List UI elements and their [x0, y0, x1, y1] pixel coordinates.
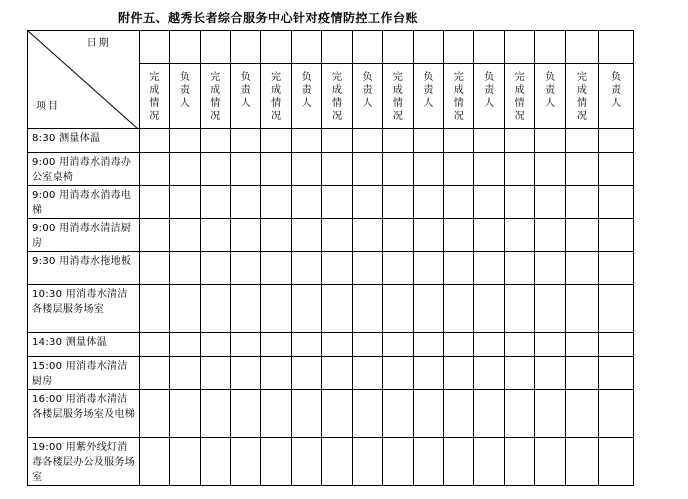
table-cell[interactable]	[565, 438, 598, 486]
table-cell[interactable]	[599, 390, 634, 438]
table-cell[interactable]	[261, 153, 291, 186]
table-cell[interactable]	[565, 390, 598, 438]
date-cell	[599, 31, 634, 64]
table-row	[28, 129, 634, 153]
table-cell[interactable]	[599, 129, 634, 153]
table-cell[interactable]	[444, 285, 474, 333]
table-cell[interactable]	[535, 219, 565, 252]
table-cell[interactable]	[291, 390, 321, 438]
table-cell[interactable]	[565, 153, 598, 186]
table-cell[interactable]	[200, 219, 230, 252]
table-cell[interactable]	[352, 252, 382, 285]
table-cell[interactable]	[261, 357, 291, 390]
table-cell[interactable]	[261, 285, 291, 333]
column-header-owner: 负 责 人	[352, 64, 382, 129]
table-row	[28, 285, 634, 333]
table-cell[interactable]	[139, 285, 169, 333]
table-cell[interactable]	[565, 252, 598, 285]
table-cell[interactable]	[474, 390, 504, 438]
table-row	[28, 390, 634, 438]
table-cell[interactable]	[322, 333, 352, 357]
row-label: 8:30 测量体温	[28, 129, 140, 153]
column-header-owner: 负 责 人	[535, 64, 565, 129]
table-cell[interactable]	[352, 219, 382, 252]
table-cell[interactable]	[139, 129, 169, 153]
column-header-owner: 负 责 人	[170, 64, 200, 129]
table-cell[interactable]	[230, 357, 260, 390]
table-cell[interactable]	[139, 357, 169, 390]
table-cell[interactable]	[170, 333, 200, 357]
table-cell[interactable]	[535, 438, 565, 486]
table-cell[interactable]	[230, 129, 260, 153]
table-cell[interactable]	[200, 153, 230, 186]
table-cell[interactable]	[535, 252, 565, 285]
table-cell[interactable]	[535, 285, 565, 333]
date-cell	[413, 31, 443, 64]
table-cell[interactable]	[291, 333, 321, 357]
table-cell[interactable]	[413, 438, 443, 486]
table-cell[interactable]	[352, 153, 382, 186]
table-cell[interactable]	[383, 390, 413, 438]
table-cell[interactable]	[444, 186, 474, 219]
table-cell[interactable]	[261, 252, 291, 285]
date-cell	[291, 31, 321, 64]
table-cell[interactable]	[261, 129, 291, 153]
table-cell[interactable]	[413, 186, 443, 219]
table-cell[interactable]	[565, 333, 598, 357]
date-cell	[383, 31, 413, 64]
item-label: 项目	[36, 101, 60, 112]
date-cell	[230, 31, 260, 64]
table-cell[interactable]	[474, 357, 504, 390]
table-cell[interactable]	[504, 129, 534, 153]
date-cell	[200, 31, 230, 64]
table-row	[28, 252, 634, 285]
table-cell[interactable]	[170, 357, 200, 390]
table-cell[interactable]	[352, 333, 382, 357]
table-cell[interactable]	[139, 153, 169, 186]
table-cell[interactable]	[139, 252, 169, 285]
table-cell[interactable]	[474, 129, 504, 153]
row-label: 9:00 用消毒水清洁厨房	[28, 219, 140, 252]
table-cell[interactable]	[565, 129, 598, 153]
row-label: 9:00 用消毒水消毒电梯	[28, 186, 140, 219]
table-cell[interactable]	[139, 333, 169, 357]
table-cell[interactable]	[474, 186, 504, 219]
table-cell[interactable]	[291, 438, 321, 486]
table-cell[interactable]	[383, 252, 413, 285]
table-cell[interactable]	[565, 285, 598, 333]
table-cell[interactable]	[170, 390, 200, 438]
table-row	[28, 219, 634, 252]
table-cell[interactable]	[535, 333, 565, 357]
table-cell[interactable]	[200, 333, 230, 357]
table-cell[interactable]	[200, 252, 230, 285]
column-header-owner: 负 责 人	[291, 64, 321, 129]
table-cell[interactable]	[444, 390, 474, 438]
table-cell[interactable]	[291, 219, 321, 252]
table-cell[interactable]	[383, 219, 413, 252]
table-cell[interactable]	[200, 129, 230, 153]
table-cell[interactable]	[474, 438, 504, 486]
date-cell	[474, 31, 504, 64]
table-cell[interactable]	[291, 285, 321, 333]
table-cell[interactable]	[504, 153, 534, 186]
table-cell[interactable]	[230, 390, 260, 438]
table-cell[interactable]	[170, 438, 200, 486]
table-cell[interactable]	[261, 186, 291, 219]
table-cell[interactable]	[322, 219, 352, 252]
table-cell[interactable]	[599, 252, 634, 285]
table-cell[interactable]	[322, 153, 352, 186]
table-row	[28, 438, 634, 486]
row-label: 16:00 用消毒水清洁各楼层服务场室及电梯	[28, 390, 140, 438]
table-cell[interactable]	[413, 285, 443, 333]
table-cell[interactable]	[565, 186, 598, 219]
table-cell[interactable]	[474, 252, 504, 285]
table-cell[interactable]	[230, 252, 260, 285]
table-cell[interactable]	[352, 285, 382, 333]
table-cell[interactable]	[504, 390, 534, 438]
table-cell[interactable]	[230, 219, 260, 252]
table-cell[interactable]	[444, 252, 474, 285]
table-cell[interactable]	[139, 186, 169, 219]
table-cell[interactable]	[230, 438, 260, 486]
column-header-completion: 完 成 情 况	[383, 64, 413, 129]
column-header-completion: 完 成 情 况	[139, 64, 169, 129]
table-cell[interactable]	[322, 438, 352, 486]
table-cell[interactable]	[291, 357, 321, 390]
table-cell[interactable]	[200, 357, 230, 390]
table-cell[interactable]	[200, 438, 230, 486]
table-cell[interactable]	[599, 285, 634, 333]
table-cell[interactable]	[444, 438, 474, 486]
table-cell[interactable]	[383, 186, 413, 219]
table-cell[interactable]	[322, 390, 352, 438]
table-cell[interactable]	[535, 357, 565, 390]
table-cell[interactable]	[535, 186, 565, 219]
table-cell[interactable]	[139, 219, 169, 252]
table-cell[interactable]	[504, 438, 534, 486]
date-cell	[352, 31, 382, 64]
table-cell[interactable]	[322, 357, 352, 390]
table-cell[interactable]	[322, 252, 352, 285]
table-cell[interactable]	[413, 129, 443, 153]
row-label: 15:00 用消毒水清洁厨房	[28, 357, 140, 390]
table-cell[interactable]	[200, 390, 230, 438]
table-cell[interactable]	[599, 219, 634, 252]
table-cell[interactable]	[352, 129, 382, 153]
table-cell[interactable]	[139, 438, 169, 486]
row-label: 9:00 用消毒水消毒办公室桌椅	[28, 153, 140, 186]
table-cell[interactable]	[504, 285, 534, 333]
row-label: 19:00 用紫外线灯消毒各楼层办公及服务场室	[28, 438, 140, 486]
table-cell[interactable]	[322, 186, 352, 219]
date-cell	[322, 31, 352, 64]
table-cell[interactable]	[599, 357, 634, 390]
table-cell[interactable]	[200, 285, 230, 333]
table-cell[interactable]	[170, 252, 200, 285]
table-row	[28, 357, 634, 390]
date-cell	[535, 31, 565, 64]
table-cell[interactable]	[261, 438, 291, 486]
table-cell[interactable]	[504, 219, 534, 252]
table-cell[interactable]	[413, 153, 443, 186]
table-cell[interactable]	[322, 129, 352, 153]
column-header-owner: 负 责 人	[599, 64, 634, 129]
row-label: 14:30 测量体温	[28, 333, 140, 357]
table-cell[interactable]	[352, 186, 382, 219]
table-cell[interactable]	[599, 438, 634, 486]
table-cell[interactable]	[170, 129, 200, 153]
table-cell[interactable]	[474, 153, 504, 186]
table-cell[interactable]	[413, 357, 443, 390]
column-header-owner: 负 责 人	[474, 64, 504, 129]
table-cell[interactable]	[261, 219, 291, 252]
table-cell[interactable]	[170, 285, 200, 333]
table-cell[interactable]	[291, 153, 321, 186]
table-cell[interactable]	[599, 333, 634, 357]
table-cell[interactable]	[535, 129, 565, 153]
table-cell[interactable]	[474, 219, 504, 252]
table-cell[interactable]	[200, 186, 230, 219]
table-cell[interactable]	[230, 333, 260, 357]
table-cell[interactable]	[535, 390, 565, 438]
table-cell[interactable]	[230, 285, 260, 333]
table-cell[interactable]	[383, 333, 413, 357]
table-cell[interactable]	[352, 357, 382, 390]
table-cell[interactable]	[413, 219, 443, 252]
date-cell	[139, 31, 169, 64]
table-cell[interactable]	[170, 153, 200, 186]
column-header-completion: 完 成 情 况	[261, 64, 291, 129]
table-cell[interactable]	[383, 438, 413, 486]
date-cell	[444, 31, 474, 64]
table-cell[interactable]	[474, 285, 504, 333]
table-cell[interactable]	[352, 390, 382, 438]
table-cell[interactable]	[170, 186, 200, 219]
table-cell[interactable]	[383, 285, 413, 333]
row-label: 9:30 用消毒水拖地板	[28, 252, 140, 285]
row-label: 10:30 用消毒水清洁各楼层服务场室	[28, 285, 140, 333]
table-cell[interactable]	[444, 219, 474, 252]
column-header-completion: 完 成 情 况	[444, 64, 474, 129]
table-cell[interactable]	[291, 252, 321, 285]
table-cell[interactable]	[170, 219, 200, 252]
table-cell[interactable]	[413, 333, 443, 357]
table-cell[interactable]	[444, 357, 474, 390]
table-row	[28, 153, 634, 186]
date-cell	[565, 31, 598, 64]
date-cell	[261, 31, 291, 64]
table-cell[interactable]	[322, 285, 352, 333]
ledger-table	[27, 30, 634, 486]
table-cell[interactable]	[230, 153, 260, 186]
table-cell[interactable]	[535, 153, 565, 186]
table-cell[interactable]	[504, 252, 534, 285]
table-cell[interactable]	[504, 186, 534, 219]
table-cell[interactable]	[565, 219, 598, 252]
column-header-completion: 完 成 情 况	[200, 64, 230, 129]
table-cell[interactable]	[565, 357, 598, 390]
table-cell[interactable]	[504, 333, 534, 357]
table-row	[28, 186, 634, 219]
date-cell	[504, 31, 534, 64]
table-cell[interactable]	[413, 252, 443, 285]
table-cell[interactable]	[261, 390, 291, 438]
table-cell[interactable]	[139, 390, 169, 438]
table-cell[interactable]	[599, 186, 634, 219]
table-cell[interactable]	[413, 390, 443, 438]
table-cell[interactable]	[599, 153, 634, 186]
diagonal-header-cell	[28, 31, 140, 129]
header-row-top	[28, 31, 634, 64]
table-cell[interactable]	[504, 357, 534, 390]
table-cell[interactable]	[291, 129, 321, 153]
table-cell[interactable]	[474, 333, 504, 357]
table-cell[interactable]	[352, 438, 382, 486]
table-cell[interactable]	[444, 333, 474, 357]
date-label: 日期	[86, 38, 111, 49]
table-cell[interactable]	[291, 186, 321, 219]
date-cell	[170, 31, 200, 64]
column-header-completion: 完 成 情 况	[565, 64, 598, 129]
table-row	[28, 333, 634, 357]
table-cell[interactable]	[383, 129, 413, 153]
table-cell[interactable]	[444, 153, 474, 186]
table-cell[interactable]	[383, 153, 413, 186]
column-header-owner: 负 责 人	[230, 64, 260, 129]
table-cell[interactable]	[383, 357, 413, 390]
diagonal-line	[28, 31, 138, 129]
table-cell[interactable]	[261, 333, 291, 357]
column-header-completion: 完 成 情 况	[504, 64, 534, 129]
table-cell[interactable]	[444, 129, 474, 153]
page-title: 附件五、越秀长者综合服务中心针对疫情防控工作台账	[117, 11, 418, 25]
column-header-owner: 负 责 人	[413, 64, 443, 129]
table-cell[interactable]	[230, 186, 260, 219]
column-header-completion: 完 成 情 况	[322, 64, 352, 129]
